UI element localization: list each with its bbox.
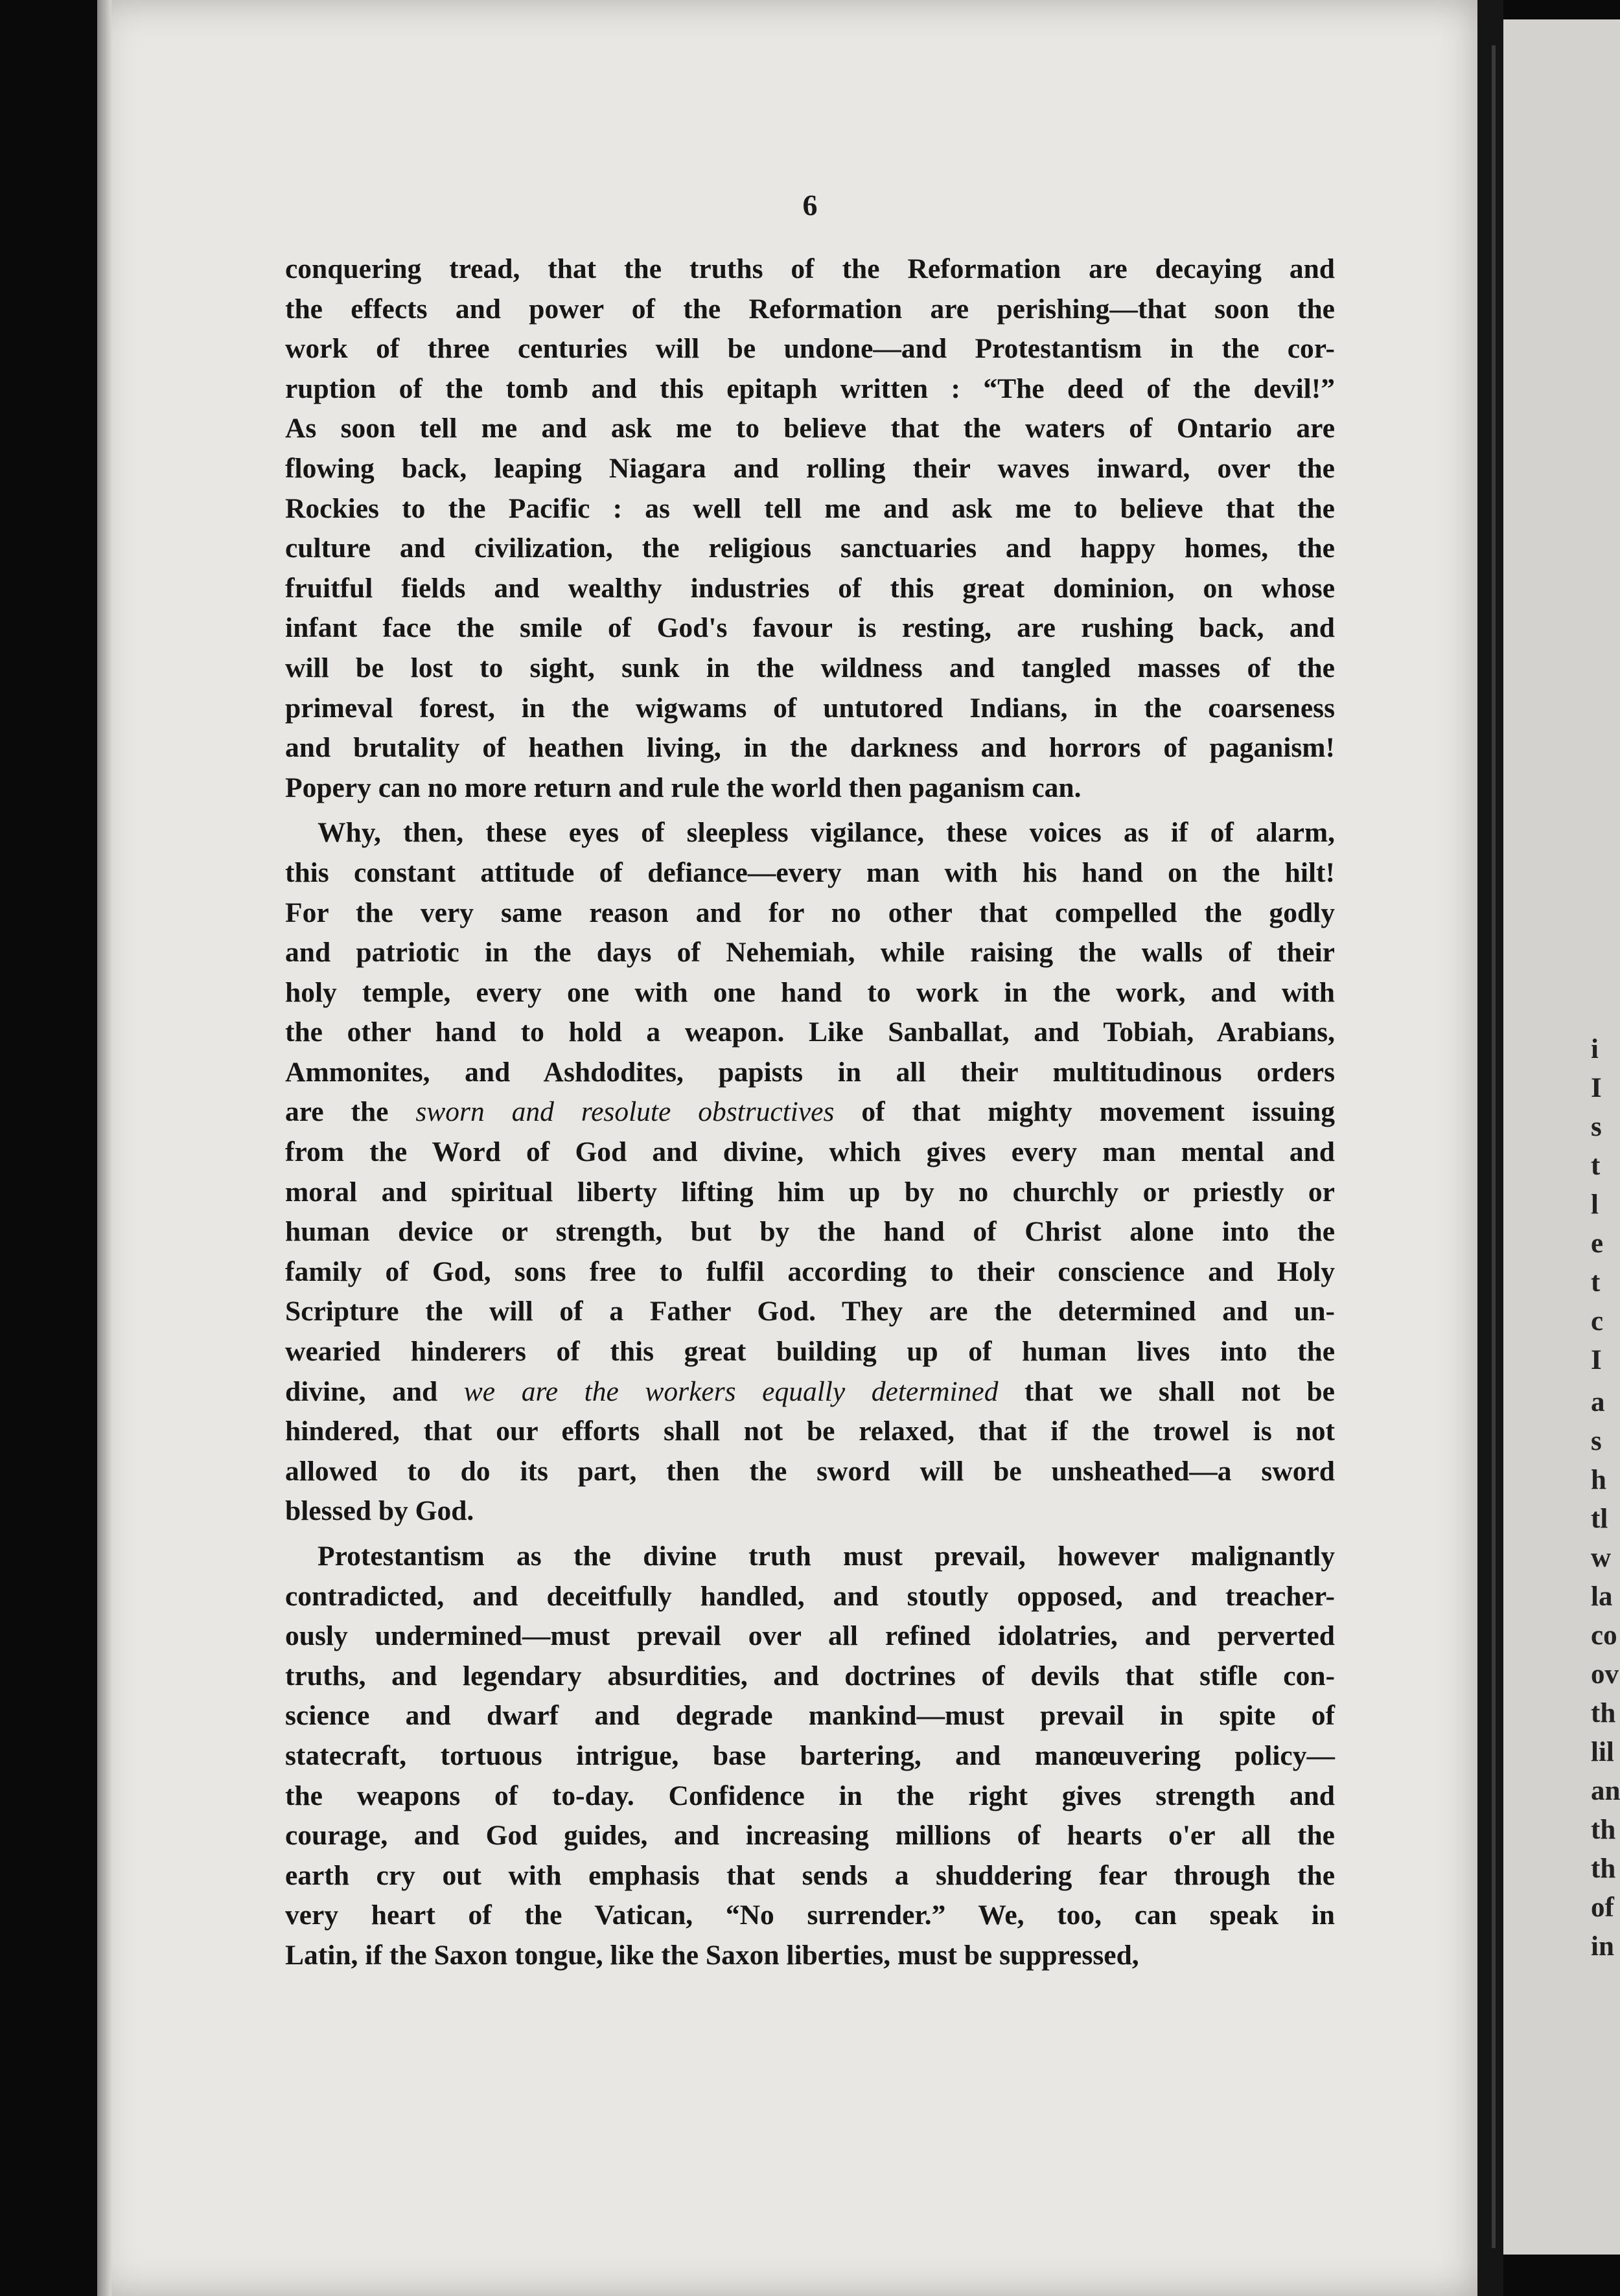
body-text	[285, 249, 1335, 1976]
text-segment: culture and civilization, the religious sanctuaries and happy homes, the	[285, 533, 1335, 564]
text-line	[285, 369, 1335, 409]
facing-page-fragment: ov	[1591, 1659, 1619, 1690]
italic-phrase: sworn and resolute obstructives	[415, 1096, 835, 1128]
facing-page-fragment: i	[1591, 1034, 1599, 1064]
text-line	[285, 1372, 1335, 1412]
text-segment: of that mighty movement issuing	[834, 1096, 1335, 1128]
text-segment: conquering tread, that the truths of the Reformation are decaying and	[285, 253, 1335, 284]
text-segment: the other hand to hold a weapon. Like Sanballat, and Tobiah, Arabians,	[285, 1016, 1335, 1048]
text-line	[285, 649, 1335, 689]
facing-page-fragment: tl	[1591, 1504, 1608, 1534]
text-line	[285, 1577, 1335, 1617]
facing-page-fragment: s	[1591, 1112, 1602, 1142]
text-line	[285, 1053, 1335, 1093]
text-segment: divine, and	[285, 1375, 464, 1407]
text-segment: infant face the smile of God's favour is resting, are rushing back, and	[285, 612, 1335, 644]
text-line	[285, 569, 1335, 609]
gutter-shadow	[1492, 45, 1496, 2248]
text-line	[285, 489, 1335, 529]
text-line	[285, 449, 1335, 489]
paragraph-gap	[285, 1532, 1335, 1537]
text-segment: allowed to do its part, then the sword will be unsheathed—a sword	[285, 1455, 1335, 1487]
text-segment: hindered, that our efforts shall not be relaxed, that if the trowel is not	[285, 1416, 1335, 1447]
text-segment: Scripture the will of a Father God. They are the determined and un-	[285, 1296, 1335, 1327]
text-segment: are the	[285, 1096, 416, 1128]
text-line	[285, 1856, 1335, 1896]
text-segment: from the Word of God and divine, which gives every man mental and	[285, 1136, 1335, 1168]
italic-phrase: we are the workers equally determined	[463, 1375, 999, 1407]
facing-page-fragment: an	[1591, 1776, 1620, 1806]
facing-page-fragment: lil	[1591, 1737, 1614, 1767]
facing-page-fragment: I	[1591, 1345, 1602, 1375]
text-line	[285, 608, 1335, 649]
text-line	[285, 1616, 1335, 1657]
text-segment: moral and spiritual liberty lifting him up by no churchly or priestly or	[285, 1176, 1335, 1208]
text-segment: fruitful fields and wealthy industries of this great dominion, on whose	[285, 572, 1335, 604]
facing-page-fragment: in	[1591, 1931, 1614, 1962]
text-segment: statecraft, tortuous intrigue, base bartering, and manœuvering policy—	[285, 1739, 1335, 1771]
text-line	[285, 813, 1335, 853]
text-line	[285, 1776, 1335, 1817]
text-line	[285, 1452, 1335, 1492]
paragraph-gap	[285, 808, 1335, 813]
facing-page-fragment: w	[1591, 1543, 1612, 1573]
text-segment: will be lost to sight, sunk in the wildness and tangled masses of the	[285, 652, 1335, 683]
text-line	[285, 1332, 1335, 1372]
text-segment: this constant attitude of defiance—every man with his hand on the hilt!	[285, 856, 1335, 888]
facing-page-fragment: of	[1591, 1892, 1614, 1923]
text-line	[285, 728, 1335, 768]
text-segment: work of three centuries will be undone—and Protestantism in the cor-	[285, 333, 1335, 365]
text-line	[285, 768, 1335, 809]
text-segment: flowing back, leaping Niagara and rolling their waves inward, over the	[285, 452, 1335, 484]
text-segment: ously undermined—must prevail over all refined idolatries, and perverted	[285, 1620, 1335, 1652]
text-segment: the weapons of to-day. Confidence in the right gives strength and	[285, 1780, 1335, 1811]
book-gutter	[1477, 0, 1503, 2296]
text-segment: Latin, if the Saxon tongue, like the Saxon liberties, must be suppressed,	[285, 1939, 1139, 1971]
text-segment: blessed by God.	[285, 1495, 474, 1527]
facing-page-fragment: l	[1591, 1189, 1599, 1220]
text-line	[285, 1173, 1335, 1213]
facing-page-fragment: th	[1591, 1854, 1616, 1884]
text-line	[285, 1212, 1335, 1252]
text-line	[285, 1936, 1335, 1976]
text-line	[285, 853, 1335, 893]
text-segment: human device or strength, but by the hand of Christ alone into the	[285, 1216, 1335, 1248]
text-segment: wearied hinderers of this great building up of human lives into the	[285, 1336, 1335, 1368]
facing-page-fragment: co	[1591, 1620, 1617, 1651]
text-line	[285, 1816, 1335, 1856]
text-segment: science and dwarf and degrade mankind—must prevail in spite of	[285, 1700, 1335, 1732]
text-segment: Ammonites, and Ashdodites, papists in all their multitudinous orders	[285, 1056, 1335, 1088]
text-segment: Protestantism as the divine truth must prevail, however malignantly	[318, 1541, 1335, 1572]
text-line	[285, 1013, 1335, 1053]
text-line	[285, 1092, 1335, 1132]
text-segment: For the very same reason and for no other that compelled the godly	[285, 897, 1335, 928]
text-line	[285, 1537, 1335, 1577]
facing-page-fragment: s	[1591, 1426, 1602, 1456]
facing-page-fragment: h	[1591, 1465, 1606, 1495]
text-line	[285, 1252, 1335, 1292]
text-segment: holy temple, every one with one hand to work in the work, and with	[285, 976, 1335, 1008]
text-line	[285, 933, 1335, 973]
facing-page-fragment: th	[1591, 1815, 1616, 1845]
text-segment: very heart of the Vatican, “No surrender.” We, too, can speak in	[285, 1900, 1335, 1931]
text-segment: the effects and power of the Reformation are perishing—that soon the	[285, 293, 1335, 325]
text-line	[285, 290, 1335, 330]
text-line	[285, 973, 1335, 1013]
text-line	[285, 249, 1335, 290]
text-segment: truths, and legendary absurdities, and doctrines of devils that stifle con-	[285, 1660, 1335, 1692]
text-segment: Rockies to the Pacific : as well tell me and ask me to believe that the	[285, 492, 1335, 524]
text-segment: courage, and God guides, and increasing millions of hearts o'er all the	[285, 1820, 1335, 1852]
text-line	[285, 329, 1335, 369]
text-segment: As soon tell me and ask me to believe that the waters of Ontario are	[285, 413, 1335, 444]
text-line	[285, 1292, 1335, 1332]
facing-page-fragment: la	[1591, 1581, 1613, 1612]
text-line	[285, 893, 1335, 934]
text-line	[285, 409, 1335, 449]
text-segment: that we shall not be	[998, 1375, 1335, 1407]
page-number: 6	[802, 189, 818, 222]
text-segment: earth cry out with emphasis that sends a shuddering fear through the	[285, 1859, 1335, 1891]
facing-page-text-fragments	[1591, 0, 1620, 2296]
text-line	[285, 529, 1335, 569]
facing-page-fragment: t	[1591, 1267, 1601, 1298]
text-segment: and patriotic in the days of Nehemiah, while raising the walls of their	[285, 937, 1335, 969]
text-line	[285, 1412, 1335, 1452]
text-line	[285, 1132, 1335, 1173]
text-line	[285, 689, 1335, 729]
text-segment: Why, then, these eyes of sleepless vigilance, these voices as if of alarm,	[318, 817, 1335, 849]
facing-page-fragment: t	[1591, 1151, 1601, 1181]
facing-page-fragment: a	[1591, 1387, 1605, 1418]
facing-page-fragment: e	[1591, 1228, 1604, 1259]
text-segment: primeval forest, in the wigwams of untutored Indians, in the coarseness	[285, 692, 1335, 724]
text-line	[285, 1696, 1335, 1736]
text-line	[285, 1491, 1335, 1532]
text-segment: ruption of the tomb and this epitaph written : “The deed of the devil!”	[285, 373, 1335, 404]
text-segment: contradicted, and deceitfully handled, and stoutly opposed, and treacher-	[285, 1580, 1335, 1612]
page-left-edge	[97, 0, 111, 2296]
text-segment: Popery can no more return and rule the world then paganism can.	[285, 772, 1082, 803]
facing-page-fragment: I	[1591, 1073, 1602, 1103]
text-line	[285, 1896, 1335, 1936]
facing-page-fragment: c	[1591, 1306, 1604, 1337]
facing-page-fragment: th	[1591, 1698, 1616, 1728]
text-segment: family of God, sons free to fulfil according to their conscience and Holy	[285, 1256, 1335, 1287]
text-line	[285, 1657, 1335, 1697]
text-line	[285, 1736, 1335, 1776]
text-segment: and brutality of heathen living, in the darkness and horrors of paganism!	[285, 732, 1335, 764]
